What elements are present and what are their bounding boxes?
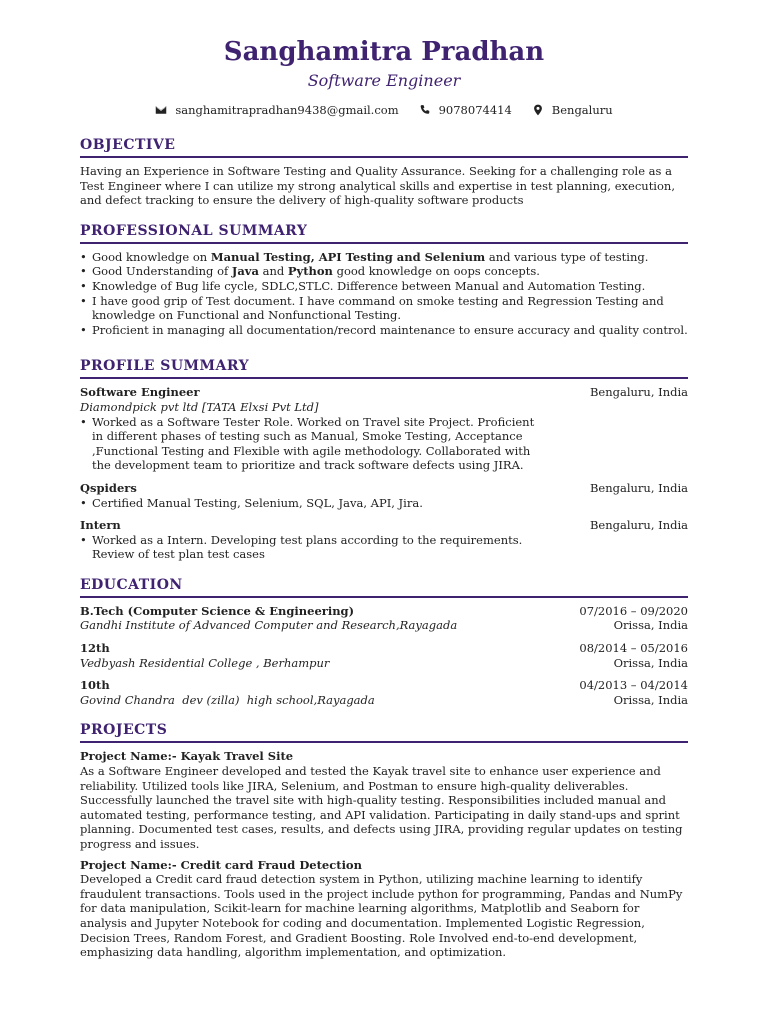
section-title: PROJECTS	[80, 721, 688, 743]
objective-text: Having an Experience in Software Testing and Quality Assurance. Seeking for a challenging role as a Test Engineer where I can utilize my strong analytical skills and expertise in test planning, execution, and defect tracking to ensure the delivery of high-quality software products	[80, 164, 675, 208]
job-title: Software Engineer	[80, 385, 200, 400]
education-entry	[80, 641, 688, 670]
list-item: • Knowledge of Bug life cycle, SDLC,STLC. Difference between Manual and Automation Testing.	[92, 279, 688, 294]
degree: B.Tech (Computer Science & Engineering)	[80, 603, 355, 618]
list-item: • Good knowledge on Manual Testing, API Testing and Selenium and various type of testing.	[92, 250, 688, 265]
project-description: As a Software Engineer developed and tested the Kayak travel site to enhance user experience and reliability. Utilized tools like JIRA, Selenium, and Postman to ensure high-quality deliverables. Successfully launched the travel site with high-quality testing. Responsibilities included manual and automated testing, performance testing, and API validation. Participating in daily stand-ups and sprint planning. Documented test cases, results, and defects using JIRA, providing regular updates on testing progress and issues.	[80, 764, 683, 851]
degree: 10th	[80, 678, 110, 693]
projects-section	[80, 721, 688, 959]
job-location: Bengaluru, India	[589, 518, 688, 533]
place: Orissa, India	[613, 618, 688, 633]
project-entry	[80, 858, 688, 960]
project-entry	[80, 749, 688, 851]
dates: 07/2016 – 09/2020	[579, 603, 688, 618]
list-item: • Worked as a Software Tester Role. Worked on Travel site Project. Proficient in different phases of testing such as Manual, Smoke Testing, Acceptance ,Functional Testing and Flexible with agile methodology. Collaborated with the development team to prioritize and track software defects using JIRA.	[92, 415, 548, 473]
job-title: Qspiders	[80, 480, 137, 495]
education-section	[80, 576, 688, 708]
experience-bullets	[80, 415, 688, 473]
contact-location	[532, 102, 613, 118]
place: Orissa, India	[613, 655, 688, 670]
job-location: Bengaluru, India	[589, 480, 688, 495]
job-title: Intern	[80, 518, 121, 533]
job-location: Bengaluru, India	[589, 385, 688, 400]
phone-icon	[419, 104, 431, 116]
dates: 08/2014 – 05/2016	[579, 641, 688, 656]
experience-bullets	[80, 533, 688, 562]
envelope-icon	[155, 104, 167, 116]
section-title: PROFILE SUMMARY	[80, 357, 688, 379]
project-name: Project Name:- Kayak Travel Site	[80, 749, 294, 764]
experience-bullets	[80, 496, 688, 511]
list-item: • Certified Manual Testing, Selenium, SQL, Java, API, Jira.	[92, 496, 688, 511]
professional-summary-list	[80, 250, 688, 338]
place: Orissa, India	[613, 692, 688, 707]
degree: 12th	[80, 641, 110, 656]
school: Govind Chandra dev (zilla) high school,Rayagada	[80, 692, 375, 707]
section-title: OBJECTIVE	[80, 136, 688, 158]
objective-section	[80, 136, 688, 208]
map-pin-icon	[532, 104, 544, 116]
experience-entry	[80, 385, 688, 473]
professional-summary-section	[80, 222, 688, 338]
list-item: • Worked as a Intern. Developing test plans according to the requirements. Review of test plan test cases	[92, 533, 548, 562]
section-title: EDUCATION	[80, 576, 688, 598]
profile-summary-section	[80, 357, 688, 562]
candidate-name: Sanghamitra Pradhan	[223, 37, 545, 67]
list-item: • Proficient in managing all documentation/record maintenance to ensure accuracy and quality control.	[92, 323, 688, 338]
experience-entry	[80, 481, 688, 510]
school: Vedbyash Residential College , Berhampur	[80, 655, 330, 670]
list-item: • I have good grip of Test document. I have command on smoke testing and Regression Testing and knowledge on Functional and Nonfunctional Testing.	[92, 294, 688, 323]
education-entry	[80, 604, 688, 633]
list-item: • Good Understanding of Java and Python good knowledge on oops concepts.	[92, 264, 688, 279]
project-description: Developed a Credit card fraud detection system in Python, utilizing machine learning to identify fraudulent transactions. Tools used in the project include python for programming, Pandas and NumPy for data manipulation, Scikit-learn for machine learning algorithms, Matplotlib and Seaborn for analysis and Jupyter Notebook for coding and documentation. Implemented Logistic Regression, Decision Trees, Random Forest, and Gradient Boosting. Role Involved end-to-end development, emphasizing data handling, algorithm implementation, and optimization.	[80, 872, 683, 960]
contact-bar	[80, 102, 688, 118]
section-title: PROFESSIONAL SUMMARY	[80, 222, 688, 244]
contact-phone[interactable]	[419, 102, 512, 118]
email-text: sanghamitrapradhan9438@gmail.com	[175, 103, 399, 117]
company-name: Diamondpick pvt ltd [TATA Elxsi Pvt Ltd]	[80, 399, 319, 414]
project-name: Project Name:- Credit card Fraud Detection	[80, 857, 362, 872]
phone-text: 9078074414	[438, 103, 512, 117]
location-text: Bengaluru	[551, 103, 613, 117]
contact-email[interactable]	[155, 102, 398, 118]
education-entry	[80, 678, 688, 707]
experience-entry	[80, 518, 688, 562]
candidate-role: Software Engineer	[307, 71, 461, 90]
dates: 04/2013 – 04/2014	[579, 678, 688, 693]
school: Gandhi Institute of Advanced Computer and Research,Rayagada	[80, 618, 458, 633]
